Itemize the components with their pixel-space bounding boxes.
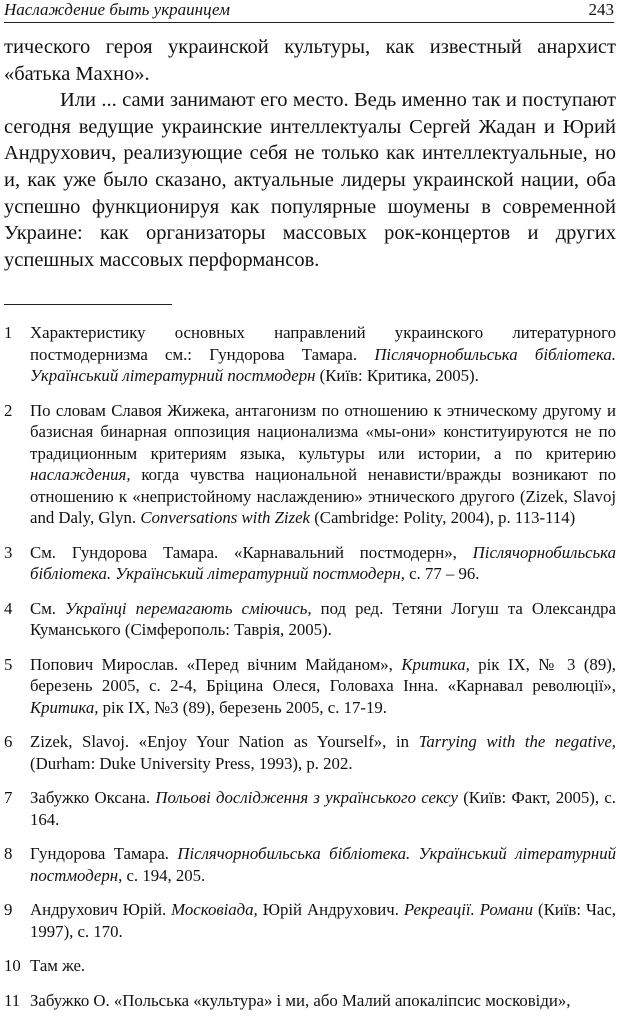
footnotes — [4, 322, 616, 1024]
footnote — [4, 598, 616, 641]
footnote-title: Післячорнобильська бібліотека. Український літературний постмодерн, — [30, 844, 616, 885]
footnote — [4, 322, 616, 387]
footnote-title: Критика, — [401, 654, 470, 674]
footnote-text: Забужко О. «Польська «культура» і ми, або Малий апокаліпсис московіди», — [30, 990, 571, 1010]
footnote-text: Юрій Андрухович. — [257, 900, 404, 919]
footnote — [4, 400, 616, 529]
page-number: 243 — [588, 0, 614, 19]
footnote — [4, 731, 616, 774]
footnote-number: 9 — [4, 900, 13, 919]
footnote-separator — [4, 304, 172, 305]
footnote-number: 7 — [4, 788, 13, 807]
footnote — [4, 899, 616, 942]
footnote — [4, 787, 616, 830]
footnote-title: Українці перемагають сміючись, — [65, 598, 312, 618]
footnote-text: Zizek, Slavoj. «Enjoy Your Nation as Yourself», in — [30, 732, 419, 751]
footnote-number: 11 — [4, 990, 21, 1010]
footnote-text: Там же. — [30, 956, 86, 975]
footnote-text: Андрухович Юрій. — [30, 900, 172, 919]
footnote-number: 2 — [4, 400, 13, 420]
footnote-text: Гундорова Тамара. — [30, 844, 178, 863]
footnote-text: См. — [30, 598, 66, 618]
footnote-title: Післячорнобильська бібліотека. Український літературний постмодерн, — [30, 542, 616, 583]
paragraph: Или ... сами занимают его место. Ведь именно так и поступают сегодня ведущие украинские интеллектуалы Сергей Жадан и Юрий Андрухович, реализующие себя не только как интеллектуальные, но и, как уже было сказано, актуальные лидеры украинской нации, оба успешно функционируя как популярные шоумены в современной Украине: как организаторы массовых рок-концертов и других успешных массовых перформансов. — [4, 89, 616, 271]
footnote-number: 10 — [4, 956, 21, 975]
footnote-text: Забужко Оксана. — [30, 788, 156, 807]
footnote — [4, 843, 616, 886]
footnote-number: 4 — [4, 598, 13, 618]
footnote-title: Tarrying with the negative, — [418, 732, 616, 751]
footnote-text: под ред. Тетяни Логуш та Олександра Куманського (Сімферополь: Таврія, 2005). — [30, 598, 616, 639]
main-text — [4, 34, 616, 273]
footnote-number: 5 — [4, 654, 13, 674]
footnote-text: с. 77 – 96. — [404, 564, 480, 583]
footnote-text: Характеристику основных направлений украинского литературного постмодернизма см.: Гундорова Тамара. — [30, 323, 616, 364]
footnote-title: Рекреації. Романи — [403, 900, 533, 919]
footnote — [4, 955, 616, 977]
footnote-text: См. Гундорова Тамара. «Карнавальний постмодерн», — [30, 542, 473, 562]
footnote — [4, 990, 616, 1012]
footnote-text: (Київ: Час, 1997), с. 170. — [30, 900, 616, 941]
footnote-text: рік IX, №3 (89), березень 2005, с. 17-19. — [98, 697, 387, 717]
footnote-title: Conversations with Zizek — [140, 508, 310, 527]
footnote — [4, 542, 616, 585]
paragraph: тического героя украинской культуры, как известный анархист «батька Махно». — [4, 36, 616, 85]
footnote-number: 8 — [4, 844, 13, 863]
footnote-title: Польові дослідження з українського сексу — [155, 788, 458, 807]
running-title: Наслаждение быть украинцем — [4, 0, 230, 19]
footnote-title: Критика, — [30, 697, 99, 717]
running-header — [4, 0, 614, 23]
footnote-text: (Київ: Критика, 2005). — [315, 366, 479, 385]
footnote-title: Московіада, — [171, 900, 258, 919]
footnote-number: 1 — [4, 323, 13, 342]
footnote-text: с. 194, 205. — [122, 865, 206, 885]
footnote-text: рік IX, № 3 (89), березень 2005, с. 2-4, Бріцина Олеся, Головаха Інна. «Карнавал революції», — [30, 654, 616, 695]
footnote-text: Попович Мирослав. «Перед вічним Майданом», — [30, 654, 402, 674]
footnote-text: (Durham: Duke University Press, 1993), p. 202. — [30, 753, 353, 773]
footnote-number: 3 — [4, 542, 13, 562]
footnote — [4, 654, 616, 719]
footnote-text: (Київ: Факт, 2005), с. 164. — [30, 788, 616, 829]
footnote-emphasis: наслаждения, — [30, 465, 131, 484]
footnote-text: По словам Славоя Жижека, антагонизм по отношению к этническому другому и базисная бинарная оппозиция национализма «мы-они» конституируются не по традиционным критериям языка, культуры или истории, а по критерию — [30, 400, 616, 463]
footnote-text: (Cambridge: Polity, 2004), p. 113-114) — [310, 508, 576, 527]
footnote-number: 6 — [4, 732, 13, 751]
footnote-text: когда чувства национальной ненависти/вражды возникают по отношению к «непристойному наслаждению» этнического другого (Zizek, Slavoj and Daly, Glyn. — [30, 465, 616, 527]
footnote-title: Післячорнобильська бібліотека. Український літературний постмодерн — [30, 344, 616, 385]
